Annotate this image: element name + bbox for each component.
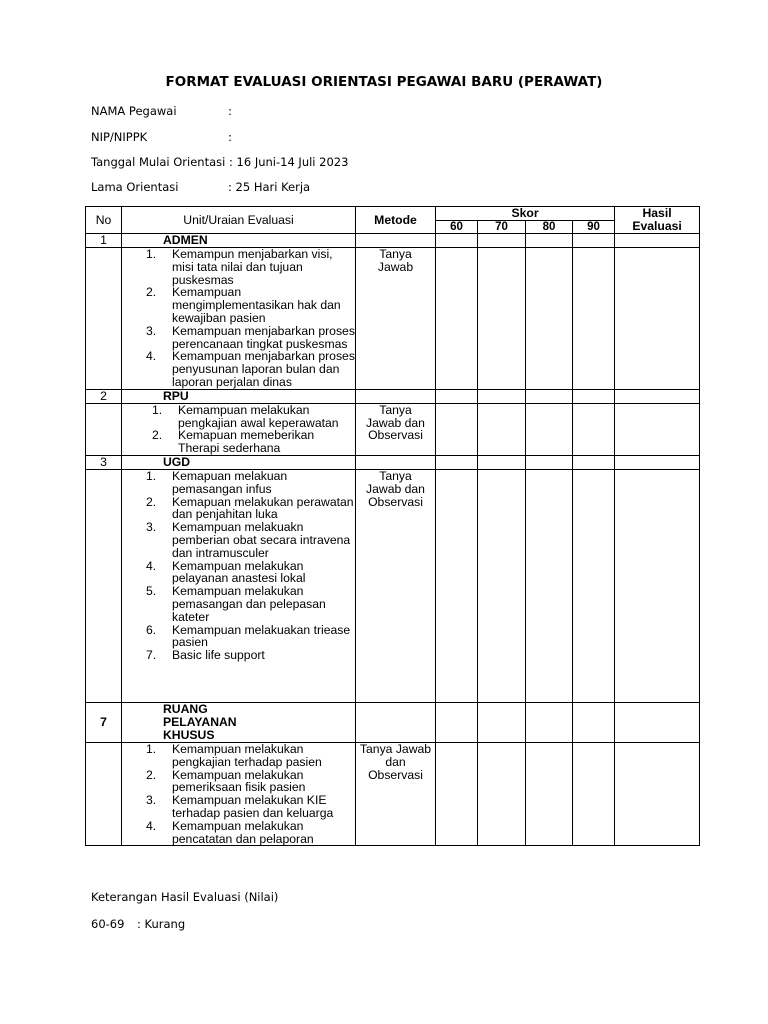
empty-cell bbox=[478, 455, 526, 469]
list-item: Kemampuan melakuakan triease pasien bbox=[172, 622, 351, 650]
list-item: Kemampuan melakukan pelayanan anastesi lokal bbox=[172, 558, 306, 586]
score-cell bbox=[573, 403, 615, 455]
metode-cell bbox=[356, 742, 436, 845]
metode-text: Tanya Jawab bbox=[377, 247, 414, 274]
hasil-cell bbox=[615, 248, 700, 390]
field-value: : bbox=[228, 130, 232, 144]
section-row bbox=[86, 702, 700, 742]
metode-text: Tanya Jawab dan Observasi bbox=[366, 402, 425, 443]
score-cell bbox=[478, 742, 526, 845]
empty-cell bbox=[615, 702, 700, 742]
item-list-cell bbox=[122, 469, 356, 702]
score-cell bbox=[573, 248, 615, 390]
score-cell bbox=[478, 403, 526, 455]
empty-cell bbox=[436, 702, 478, 742]
empty-cell bbox=[356, 455, 436, 469]
list-item: Kemampuan melakukan KIE terhadap pasien dan keluarga bbox=[172, 793, 334, 820]
empty-cell bbox=[573, 702, 615, 742]
empty-cell bbox=[86, 469, 122, 702]
notes-value: : Kurang bbox=[137, 917, 186, 931]
items-row bbox=[86, 248, 700, 390]
header-hasil-line1: Hasil bbox=[642, 206, 672, 220]
score-cell bbox=[436, 742, 478, 845]
header-score-90: 90 bbox=[573, 220, 615, 234]
list-item: Kemampuan menjabarkan proses penyusunan laporan bulan dan laporan perjalan dinas bbox=[172, 349, 355, 389]
empty-cell bbox=[573, 389, 615, 403]
field-value: : bbox=[228, 104, 232, 118]
list-item: Kemampuan melakukan pemeriksaan fisik pasien bbox=[172, 767, 306, 795]
empty-cell bbox=[478, 234, 526, 248]
list-item: Kemampuan melakukan pengkajian terhadap pasien bbox=[172, 741, 322, 769]
metode-cell bbox=[356, 403, 436, 455]
table-header-row bbox=[86, 207, 700, 221]
section-row bbox=[86, 389, 700, 403]
section-name: RPU bbox=[122, 389, 356, 403]
header-hasil bbox=[615, 207, 700, 234]
empty-cell bbox=[526, 389, 573, 403]
header-no: No bbox=[86, 207, 122, 234]
score-cell bbox=[526, 248, 573, 390]
empty-cell bbox=[615, 234, 700, 248]
section-row bbox=[86, 234, 700, 248]
list-item: Kemampuan melakukan pengkajian awal keperawatan bbox=[178, 402, 339, 430]
section-no: 7 bbox=[86, 702, 122, 742]
field-label: Tanggal Mulai Orientasi bbox=[91, 155, 226, 169]
item-list bbox=[122, 743, 355, 845]
section-row bbox=[86, 455, 700, 469]
section-name: UGD bbox=[122, 455, 356, 469]
empty-cell bbox=[526, 455, 573, 469]
header-score-60: 60 bbox=[436, 220, 478, 234]
empty-cell bbox=[436, 455, 478, 469]
hasil-cell bbox=[615, 469, 700, 702]
section-no: 1 bbox=[86, 234, 122, 248]
field-label: NAMA Pegawai bbox=[91, 104, 177, 118]
score-cell bbox=[436, 403, 478, 455]
evaluation-table bbox=[85, 206, 700, 846]
metode-cell bbox=[356, 469, 436, 702]
items-row bbox=[86, 742, 700, 845]
empty-cell bbox=[356, 234, 436, 248]
item-list-cell bbox=[122, 248, 356, 390]
empty-cell bbox=[526, 234, 573, 248]
score-cell bbox=[478, 248, 526, 390]
header-score-80: 80 bbox=[526, 220, 573, 234]
items-row bbox=[86, 403, 700, 455]
field-nip bbox=[91, 130, 232, 144]
header-metode: Metode bbox=[356, 207, 436, 234]
score-cell bbox=[436, 248, 478, 390]
empty-cell bbox=[436, 389, 478, 403]
list-item: Kemampuan melakukan pencatatan dan pelaporan bbox=[172, 818, 314, 846]
notes-heading: Keterangan Hasil Evaluasi (Nilai) bbox=[91, 890, 279, 904]
notes-first-entry bbox=[91, 917, 185, 931]
empty-cell bbox=[478, 702, 526, 742]
score-cell bbox=[436, 469, 478, 702]
list-item: Kemapuan melakuan pemasangan infus bbox=[172, 468, 288, 496]
list-item: Kemampuan mengimplementasikan hak dan kewajiban pasien bbox=[172, 285, 341, 325]
hasil-cell bbox=[615, 403, 700, 455]
header-hasil-line2: Evaluasi bbox=[632, 219, 682, 233]
empty-cell bbox=[86, 403, 122, 455]
metode-text: Tanya Jawab dan Observasi bbox=[366, 468, 425, 509]
score-cell bbox=[526, 469, 573, 702]
list-item: Kemapuan memeberikan Therapi sederhana bbox=[178, 428, 315, 456]
section-name: ADMEN bbox=[122, 234, 356, 248]
list-item: Kemampun menjabarkan visi, misi tata nilai dan tujuan puskesmas bbox=[172, 247, 333, 287]
item-list bbox=[122, 470, 355, 662]
score-cell bbox=[478, 469, 526, 702]
field-label: NIP/NIPPK bbox=[91, 130, 148, 144]
empty-cell bbox=[86, 742, 122, 845]
score-cell bbox=[573, 742, 615, 845]
metode-cell bbox=[356, 248, 436, 390]
notes-range: 60-69 bbox=[91, 917, 125, 931]
score-cell bbox=[526, 742, 573, 845]
item-list-cell bbox=[122, 742, 356, 845]
score-cell bbox=[573, 469, 615, 702]
list-item: Kemampuan melakuakn pemberian obat secara intravena dan intramusculer bbox=[172, 520, 351, 560]
field-nama-pegawai bbox=[91, 104, 232, 118]
field-label: Lama Orientasi bbox=[91, 180, 179, 194]
empty-cell bbox=[526, 702, 573, 742]
list-item: Kemapuan melakukan perawatan dan penjahitan luka bbox=[172, 494, 354, 522]
header-score-70: 70 bbox=[478, 220, 526, 234]
item-list-cell bbox=[122, 403, 356, 455]
empty-cell bbox=[615, 389, 700, 403]
page-title: FORMAT EVALUASI ORIENTASI PEGAWAI BARU (PERAWAT) bbox=[165, 74, 603, 90]
list-item: Kemampuan menjabarkan proses perencanaan tingkat puskesmas bbox=[172, 323, 355, 351]
items-row bbox=[86, 469, 700, 702]
field-lama-orientasi bbox=[91, 180, 310, 194]
empty-cell bbox=[356, 389, 436, 403]
empty-cell bbox=[573, 234, 615, 248]
section-no: 2 bbox=[86, 389, 122, 403]
field-tanggal-mulai bbox=[91, 155, 348, 169]
score-cell bbox=[526, 403, 573, 455]
empty-cell bbox=[436, 234, 478, 248]
hasil-cell bbox=[615, 742, 700, 845]
empty-cell bbox=[356, 702, 436, 742]
metode-text: Tanya Jawab dan Observasi bbox=[359, 741, 432, 782]
section-no: 3 bbox=[86, 455, 122, 469]
header-unit: Unit/Uraian Evaluasi bbox=[122, 207, 356, 234]
item-list bbox=[122, 248, 355, 389]
item-list bbox=[122, 404, 355, 455]
list-item: Kemampuan melakukan pemasangan dan pelepasan kateter bbox=[172, 584, 326, 624]
empty-cell bbox=[478, 389, 526, 403]
list-item: Basic life support bbox=[172, 648, 265, 663]
empty-cell bbox=[86, 248, 122, 390]
field-value: : 25 Hari Kerja bbox=[228, 180, 311, 194]
field-value: : 16 Juni-14 Juli 2023 bbox=[229, 155, 349, 169]
empty-cell bbox=[573, 455, 615, 469]
empty-cell bbox=[615, 455, 700, 469]
header-skor: Skor bbox=[436, 207, 615, 221]
section-name: RUANG PELAYANAN KHUSUS bbox=[122, 702, 356, 742]
